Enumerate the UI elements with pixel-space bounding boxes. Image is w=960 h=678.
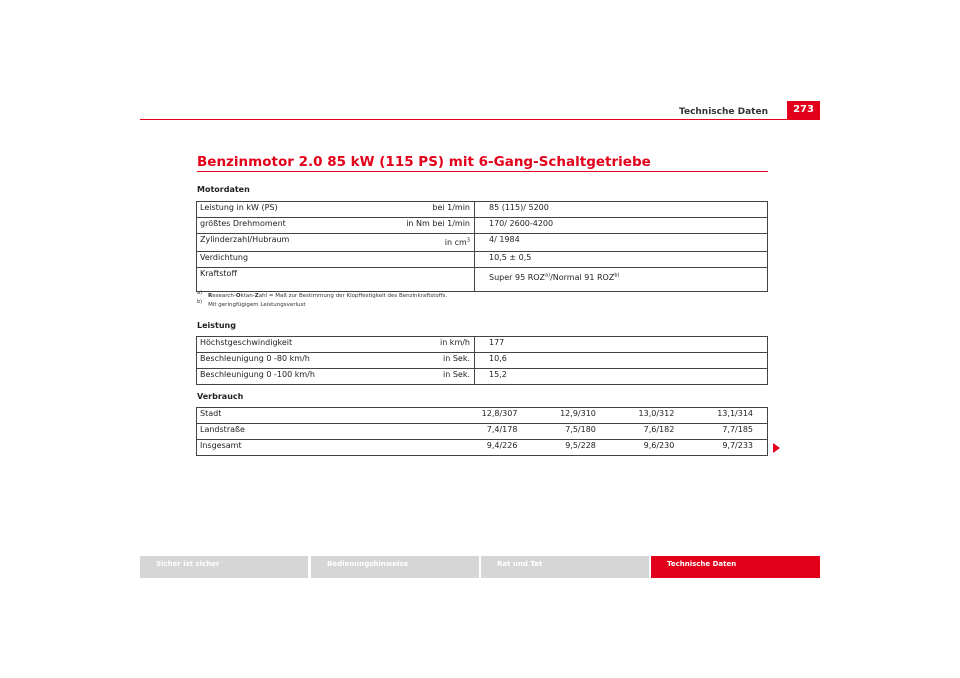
header-divider xyxy=(140,119,820,120)
table-row xyxy=(197,268,768,292)
page-title: Benzinmotor 2.0 85 kW (115 PS) mit 6-Gang-Schaltgetriebe xyxy=(197,154,651,170)
table-row xyxy=(197,408,768,424)
table-row xyxy=(197,234,768,252)
value-cell: 12,8/307 xyxy=(453,408,531,424)
table-row xyxy=(197,424,768,440)
param-label: Zylinderzahl/Hubraum xyxy=(200,235,290,244)
value-cell: 4/ 1984 xyxy=(475,234,768,252)
table-row xyxy=(197,218,768,234)
unit-label: in Nm bei 1/min xyxy=(406,219,470,228)
value-cell: 9,7/233 xyxy=(722,441,753,450)
verbrauch-table xyxy=(196,407,768,456)
value-cell: 170/ 2600-4200 xyxy=(475,218,768,234)
title-divider xyxy=(197,171,768,172)
param-label: Beschleunigung 0 -100 km/h xyxy=(200,370,315,379)
value-cell: 10,6 xyxy=(475,353,768,369)
param-label: Stadt xyxy=(197,408,454,424)
nav-tab-sicher-ist-sicher[interactable]: Sicher ist sicher xyxy=(140,556,308,578)
table-row xyxy=(197,252,768,268)
footnote-b: b) Mit geringfügigem Leistungsverlust xyxy=(197,299,306,308)
param-label: Landstraße xyxy=(197,424,454,440)
value-cell: 13,1/314 xyxy=(688,408,767,424)
value-cell: 10,5 ± 0,5 xyxy=(475,252,768,268)
value-cell: 13,0/312 xyxy=(610,408,688,424)
param-label: Kraftstoff xyxy=(200,269,237,278)
unit-label: in $cm^3$ xyxy=(444,237,470,247)
nav-tab-bedienungshinweise[interactable]: Bedienungshinweise xyxy=(311,556,479,578)
param-label: Verdichtung xyxy=(200,253,249,262)
value-cell: 7,4/178 xyxy=(453,424,531,440)
nav-tab-technische-daten[interactable]: Technische Daten xyxy=(651,556,820,578)
value-cell: Super 95 ROZ$^{a)}$/Normal 91 ROZ$^{b)}$ xyxy=(489,272,620,282)
continue-arrow-icon[interactable] xyxy=(773,443,780,453)
table-row xyxy=(197,353,768,369)
page-number-badge: 273 xyxy=(787,101,820,119)
value-cell: 9,5/228 xyxy=(565,441,596,450)
value-cell: 7,5/180 xyxy=(531,424,609,440)
param-label: größtes Drehmoment xyxy=(200,219,286,228)
section-label-motordaten: Motordaten xyxy=(197,185,250,194)
motordaten-table xyxy=(196,201,768,292)
unit-label: in Sek. xyxy=(442,354,470,363)
nav-tab-rat-und-tat[interactable]: Rat und Tat xyxy=(481,556,649,578)
unit-label: in Sek. xyxy=(442,370,470,379)
footnote-a: a) Research-Oktan-Zahl = Maß zur Bestimmung der Klopffestigkeit des Benzinkraftstoffs. xyxy=(197,290,448,299)
unit-label: bei 1/min xyxy=(432,203,470,212)
param-label: Leistung in kW (PS) xyxy=(200,203,278,212)
table-row xyxy=(197,337,768,353)
value-cell: 9,6/230 xyxy=(643,441,675,450)
unit-label: in km/h xyxy=(439,338,470,347)
param-label: Insgesamt xyxy=(200,441,242,450)
leistung-table xyxy=(196,336,768,385)
value-cell: 85 (115)/ 5200 xyxy=(475,202,768,218)
value-cell: 9,4/226 xyxy=(486,441,518,450)
value-cell: 15,2 xyxy=(489,370,507,379)
param-label: Beschleunigung 0 -80 km/h xyxy=(200,354,310,363)
table-row xyxy=(197,440,768,456)
section-label-leistung: Leistung xyxy=(197,321,236,330)
param-label: Höchstgeschwindigkeit xyxy=(200,338,293,347)
header-section-title: Technische Daten xyxy=(679,107,768,117)
table-row xyxy=(197,369,768,385)
value-cell: 177 xyxy=(475,337,768,353)
value-cell: 7,6/182 xyxy=(610,424,688,440)
value-cell: 12,9/310 xyxy=(531,408,609,424)
table-row xyxy=(197,202,768,218)
value-cell: 7,7/185 xyxy=(688,424,767,440)
section-label-verbrauch: Verbrauch xyxy=(197,392,244,401)
